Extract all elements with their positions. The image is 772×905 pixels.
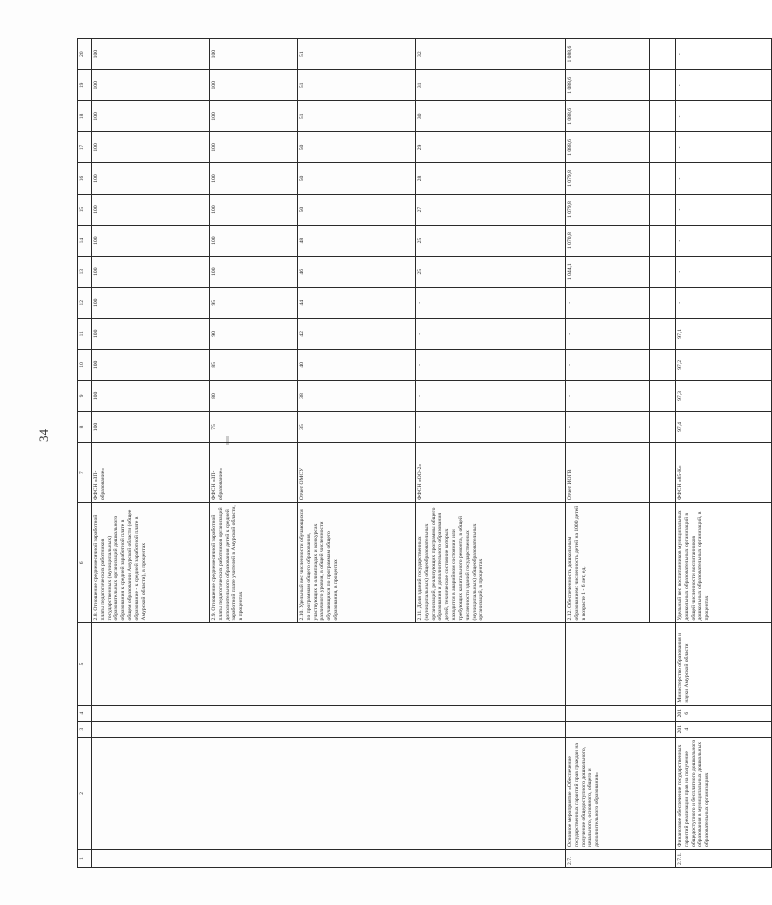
- indicator-value: 1 044,1: [566, 256, 650, 287]
- indicator-value: 100: [210, 194, 298, 225]
- indicator-value: 1 088,6: [566, 70, 650, 101]
- indicator-value: 44: [298, 287, 416, 318]
- executor-cell: [566, 623, 676, 705]
- column-number-14: 14: [78, 225, 92, 256]
- indicator-value: 100: [92, 411, 210, 442]
- event-2-6-number-cell: [92, 849, 566, 867]
- indicator-value: 29: [416, 132, 566, 163]
- indicator-value: 1 088,6: [566, 39, 650, 70]
- indicator-name: 2.8. Отношение среднемесячной заработной платы педагогических работников государственных (муниципальных) образовательных организаций дошкольного образования к средней заработной плате в общем образовании Амурской области (общее образование - к средней заработной плате в Амурской области), в процентах: [92, 503, 210, 623]
- indicator-value: 50: [298, 132, 416, 163]
- indicator-row: [566, 39, 650, 868]
- program-indicators-table: [77, 38, 772, 868]
- column-number-12: 12: [78, 287, 92, 318]
- indicator-value: 97,4: [676, 411, 772, 442]
- indicator-value: 42: [298, 318, 416, 349]
- event-name: Финансовое обеспечение государственных гарантий реализации прав на получение общедоступного и бесплатного дошкольного образования в муниципальных дошкольных образовательных организациях: [676, 737, 772, 849]
- column-number-5: 5: [78, 623, 92, 705]
- column-number-1: 1: [78, 849, 92, 867]
- indicator-value: -: [416, 380, 566, 411]
- data-source: Отчет ИОГВ: [566, 443, 650, 503]
- indicator-value: -: [676, 194, 772, 225]
- indicator-value: 35: [298, 411, 416, 442]
- indicator-value: -: [676, 132, 772, 163]
- indicator-value: 85: [210, 349, 298, 380]
- indicator-value: 95: [210, 287, 298, 318]
- event-2-6-name-cell: [92, 737, 566, 849]
- indicator-value: 51: [298, 70, 416, 101]
- indicator-name: 2.12. Обеспеченность дошкольным образованием: численность детей на 1000 детей в возрасте 1 - 6 лет, ед.: [566, 503, 650, 623]
- indicator-value: 40: [298, 349, 416, 380]
- indicator-value: 32: [416, 39, 566, 70]
- indicator-value: 38: [298, 380, 416, 411]
- year-from-cell: [92, 721, 566, 737]
- indicator-value: 100: [210, 132, 298, 163]
- indicator-value: 31: [416, 70, 566, 101]
- column-number-15: 15: [78, 194, 92, 225]
- indicator-value: 1 088,6: [566, 132, 650, 163]
- indicator-value: 100: [92, 380, 210, 411]
- column-number-11: 11: [78, 318, 92, 349]
- empty-cell: [650, 318, 676, 349]
- column-number-19: 19: [78, 70, 92, 101]
- indicator-value: 97,3: [676, 380, 772, 411]
- column-number-3: 3: [78, 721, 92, 737]
- indicator-value: 90: [210, 318, 298, 349]
- indicator-name: Удельный вес воспитанников муниципальных дошкольных образовательных организаций в общей численности воспитанников дошкольных образовательных организаций, в процентах: [676, 503, 772, 623]
- indicator-value: -: [676, 256, 772, 287]
- indicator-value: 100: [92, 225, 210, 256]
- empty-cell: [650, 194, 676, 225]
- indicator-value: 1 079,8: [566, 163, 650, 194]
- indicator-value: 75: [210, 411, 298, 442]
- indicator-name: 2.10. Удельный вес численности обучающихся по программам общего образования, участвующих в олимпиадах и конкурсах различного уровня, в общей численности обучающихся по программам общего образования, в процентах: [298, 503, 416, 623]
- indicator-value: 100: [92, 287, 210, 318]
- indicator-value: 27: [416, 194, 566, 225]
- data-source: ФФСН «ЗП-образование»: [210, 443, 298, 503]
- indicator-value: 46: [298, 256, 416, 287]
- empty-cell: [650, 163, 676, 194]
- indicator-value: 1 070,8: [566, 225, 650, 256]
- indicator-value: -: [416, 318, 566, 349]
- indicator-value: 51: [298, 39, 416, 70]
- indicator-value: 80: [210, 380, 298, 411]
- indicator-value: -: [566, 349, 650, 380]
- indicator-value: -: [676, 225, 772, 256]
- indicator-value: 100: [210, 70, 298, 101]
- indicator-value: 1 088,6: [566, 101, 650, 132]
- indicator-value: 100: [92, 132, 210, 163]
- column-number-2: 2: [78, 737, 92, 849]
- indicator-value: 97,1: [676, 318, 772, 349]
- empty-cell: [650, 70, 676, 101]
- data-source: ФФСН «85-К»: [676, 443, 772, 503]
- column-number-8: 8: [78, 411, 92, 442]
- empty-cell: [650, 443, 676, 503]
- column-number-6: 6: [78, 503, 92, 623]
- column-number-13: 13: [78, 256, 92, 287]
- indicator-value: -: [566, 318, 650, 349]
- indicator-value: 100: [210, 39, 298, 70]
- empty-cell: [650, 39, 676, 70]
- empty-cell: [650, 101, 676, 132]
- indicator-value: 100: [210, 225, 298, 256]
- subevent-row: [676, 39, 772, 868]
- event-number: 2.7.: [566, 849, 676, 867]
- year-to-cell: [92, 705, 566, 721]
- indicator-value: 28: [416, 163, 566, 194]
- indicator-value: 25: [416, 256, 566, 287]
- column-number-4: 4: [78, 705, 92, 721]
- indicator-value: 100: [92, 163, 210, 194]
- empty-cell: [650, 349, 676, 380]
- indicator-row: [92, 39, 210, 868]
- indicator-value: 100: [210, 256, 298, 287]
- indicator-value: -: [676, 101, 772, 132]
- indicator-value: 100: [210, 101, 298, 132]
- indicator-value: -: [416, 287, 566, 318]
- indicator-name: 2.9. Отношение среднемесячной заработной платы педагогических работников организаций дополнительного образования детей к средней заработной плате учителей в Амурской области, в процентах: [210, 503, 298, 623]
- indicator-value: 51: [298, 101, 416, 132]
- column-number-10: 10: [78, 349, 92, 380]
- empty-cell: [650, 132, 676, 163]
- page-number: 34: [36, 429, 51, 442]
- data-source: Отчет ОМСУ: [298, 443, 416, 503]
- indicator-value: 100: [92, 101, 210, 132]
- indicator-value: 97,2: [676, 349, 772, 380]
- column-number-7: 7: [78, 443, 92, 503]
- indicator-value: 1 079,8: [566, 194, 650, 225]
- column-number-18: 18: [78, 101, 92, 132]
- indicator-value: 100: [92, 70, 210, 101]
- indicator-value: -: [676, 70, 772, 101]
- executor: Министерство образования и науки Амурской области: [676, 623, 772, 705]
- rotated-table-wrapper: [77, 38, 711, 868]
- indicator-value: -: [566, 287, 650, 318]
- event-name: Основное мероприятие «Обеспечение государственных гарантий прав граждан на получение общедоступного дошкольного, начального, основного, общего и дополнительного образования»: [566, 737, 676, 849]
- column-number-9: 9: [78, 380, 92, 411]
- empty-cell: [650, 411, 676, 442]
- indicator-value: 100: [92, 39, 210, 70]
- executor-cell: [92, 623, 566, 705]
- indicator-value: 25: [416, 225, 566, 256]
- indicator-value: -: [566, 380, 650, 411]
- indicator-value: -: [416, 411, 566, 442]
- column-number-16: 16: [78, 163, 92, 194]
- indicator-value: 100: [92, 349, 210, 380]
- indicator-value: -: [416, 349, 566, 380]
- year-from: 2014: [676, 721, 772, 737]
- empty-cell: [650, 225, 676, 256]
- indicator-value: 100: [92, 256, 210, 287]
- indicator-value: -: [676, 287, 772, 318]
- indicator-value: -: [676, 163, 772, 194]
- empty-cell: [650, 503, 676, 623]
- year-to: 2016: [676, 705, 772, 721]
- empty-cell: [650, 256, 676, 287]
- empty-cell: [650, 287, 676, 318]
- indicator-value: 50: [298, 163, 416, 194]
- indicator-value: 50: [298, 194, 416, 225]
- indicator-value: 100: [210, 163, 298, 194]
- indicator-value: 30: [416, 101, 566, 132]
- year-from-cell: [566, 721, 676, 737]
- indicator-value: -: [676, 39, 772, 70]
- event-number: 2.7.1.: [676, 849, 772, 867]
- column-number-row: [78, 39, 92, 868]
- indicator-value: 100: [92, 194, 210, 225]
- data-source: ФФСН «ЗП-образование»: [92, 443, 210, 503]
- column-number-17: 17: [78, 132, 92, 163]
- column-number-20: 20: [78, 39, 92, 70]
- indicator-value: 48: [298, 225, 416, 256]
- indicator-value: 100: [92, 318, 210, 349]
- table-body: [78, 39, 772, 868]
- indicator-value: -: [566, 411, 650, 442]
- empty-cell: [650, 380, 676, 411]
- year-to-cell: [566, 705, 676, 721]
- indicator-name: 2.11. Доля зданий государственных (муниципальных) общеобразовательных организаций, реализующих программы общего образования и дополнительного образования детей, техническое состояние которых находится в аварийном состоянии или требующих капитального ремонта, в общей численности зданий государственных (муниципальных) общеобразовательных организаций, в процентах: [416, 503, 566, 623]
- data-source: ФФСН «ОО-2»: [416, 443, 566, 503]
